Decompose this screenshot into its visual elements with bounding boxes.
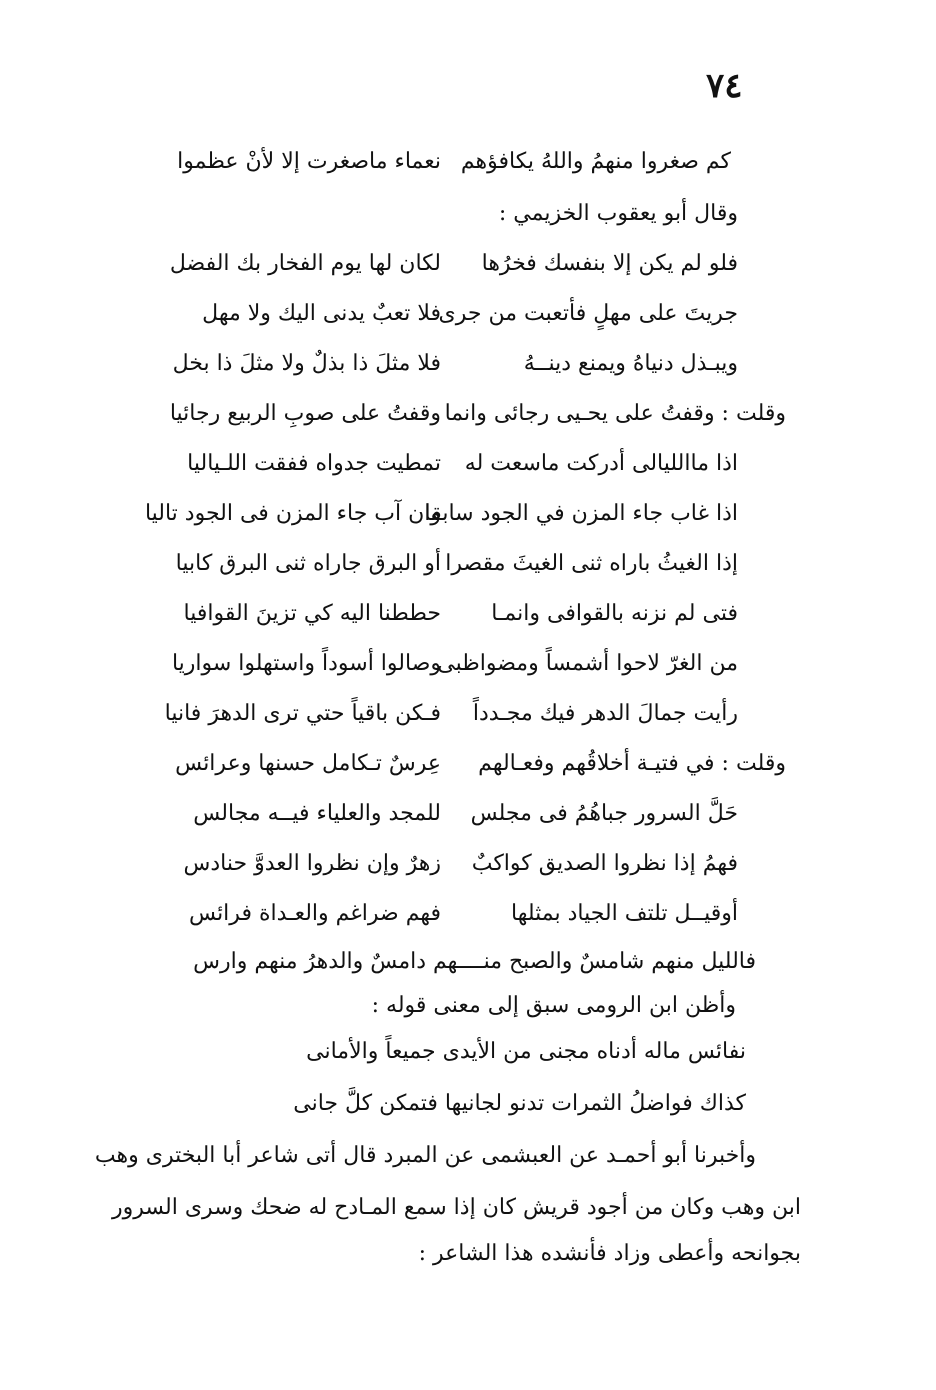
verse-first-hemistich: كم صغروا منهمُ واللهُ يكافؤهم — [460, 149, 731, 174]
prose-line: نفائس ماله أدناه مجنى من الأيدى جميعاً والأمانى — [306, 1039, 746, 1064]
verse-line — [0, 542, 936, 586]
verse-first-hemistich: حَلَّ السرور جباهُمُ فى مجلس — [470, 801, 738, 826]
verse-line — [0, 642, 936, 686]
verse-second-hemistich: فـكن باقياً حتي ترى الدهرَ فانيا — [164, 701, 441, 726]
verse-second-hemistich: للمجد والعلياء فيــه مجالس — [193, 801, 441, 826]
verse-line — [0, 742, 936, 786]
prose-line: وأظن ابن الرومى سبق إلى معنى قوله : — [371, 993, 736, 1018]
verse-line — [0, 692, 936, 736]
prose-line: فالليل منهم شامسٌ والصبح منــــهم دامسٌ والدهرُ منهم وارس — [193, 949, 756, 974]
verse-first-hemistich: رأيت جمالَ الدهر فيك مجـدداً — [472, 701, 738, 726]
verse-second-hemistich: فلا مثلَ ذا بذلٌ ولا مثلَ ذا بخل — [172, 351, 441, 376]
verse-second-hemistich: وصالوا أسوداً واستهلوا سواريا — [171, 651, 441, 676]
verse-second-hemistich: وقفتُ على صوبِ الربيع رجائيا — [169, 401, 441, 426]
verse-line — [0, 242, 936, 286]
verse-second-hemistich: فهم ضراغم والعـداة فرائس — [189, 901, 441, 926]
verse-first-hemistich: جريتَ على مهلٍ فأتعبت من جرى — [438, 301, 738, 326]
prose-line: كذاك فواضلُ الثمرات تدنو لجانيها فتمكن كلَّ جانى — [293, 1091, 746, 1116]
verse-line — [0, 392, 936, 436]
verse-first-hemistich: ويبـذل دنياهُ ويمنع دينــهُ — [523, 351, 738, 376]
page-number: ٧٤ — [706, 66, 743, 106]
verse-first-hemistich: إذا الغيثُ باراه ثنى الغيثَ مقصرا — [445, 551, 738, 576]
verse-second-hemistich: تمطيت جدواه ففقت اللـياليا — [187, 451, 441, 476]
verse-first-hemistich: اذا ماالليالى أدركت ماسعت له — [464, 451, 738, 476]
prose-line: وأخبرنا أبو أحمـد عن العبشمى عن المبرد قال أتى شاعر أبا البخترى وهب — [94, 1143, 756, 1168]
verse-second-hemistich: زهرٌ وإن نظروا العدوَّ حنادس — [183, 851, 441, 876]
prose-line: ابن وهب وكان من أجود قريش كان إذا سمع المـادح له ضحك وسرى السرور — [112, 1195, 801, 1220]
verse-line — [0, 792, 936, 836]
verse-first-hemistich: فتى لم نزنه بالقوافى وانمـا — [491, 601, 738, 626]
verse-first-hemistich: فلو لم يكن إلا بنفسك فخرُها — [481, 251, 738, 276]
verse-first-hemistich: من الغرّ لاحوا أشمساً ومضواظبى — [437, 651, 738, 676]
verse-line — [0, 342, 936, 386]
verse-second-hemistich: فلا تعبٌ يدنى اليك ولا مهل — [202, 301, 441, 326]
verse-line — [0, 592, 936, 636]
verse-second-hemistich: أو البرق جاراه ثنى البرق كابيا — [175, 551, 441, 576]
verse-line — [0, 842, 936, 886]
verse-second-hemistich: نعماء ماصغرت إلا لأنْ عظموا — [177, 149, 441, 174]
verse-second-hemistich: حططنا اليه كي تزينَ القوافيا — [183, 601, 441, 626]
verse-line — [0, 292, 936, 336]
verse-first-hemistich: فهمُ إذا نظروا الصديق كواكبٌ — [471, 851, 738, 876]
verse-first-hemistich: وقلت : وقفتُ على يحـيى رجائى وانما — [444, 401, 786, 426]
prose-line: وقال أبو يعقوب الخزيمي : — [498, 201, 738, 226]
verse-line — [0, 892, 936, 936]
verse-first-hemistich: اذا غاب جاء المزن في الجود سابقا — [424, 501, 738, 526]
verse-second-hemistich: وان آب جاء المزن فى الجود تاليا — [144, 501, 441, 526]
verse-line — [0, 442, 936, 486]
verse-line — [0, 140, 936, 184]
verse-line — [0, 492, 936, 536]
prose-line: بجوانحه وأعطى وزاد فأنشده هذا الشاعر : — [418, 1241, 801, 1266]
verse-first-hemistich: أوقيــل تلتف الجياد بمثلها — [510, 901, 738, 926]
verse-second-hemistich: لكان لها يوم الفخار بك الفضل — [169, 251, 441, 276]
verse-second-hemistich: عِرسٌ تـكامل حسنها وعرائس — [175, 751, 441, 776]
verse-first-hemistich: وقلت : في فتيـة أخلاقُهم وفعـالهم — [478, 751, 786, 776]
